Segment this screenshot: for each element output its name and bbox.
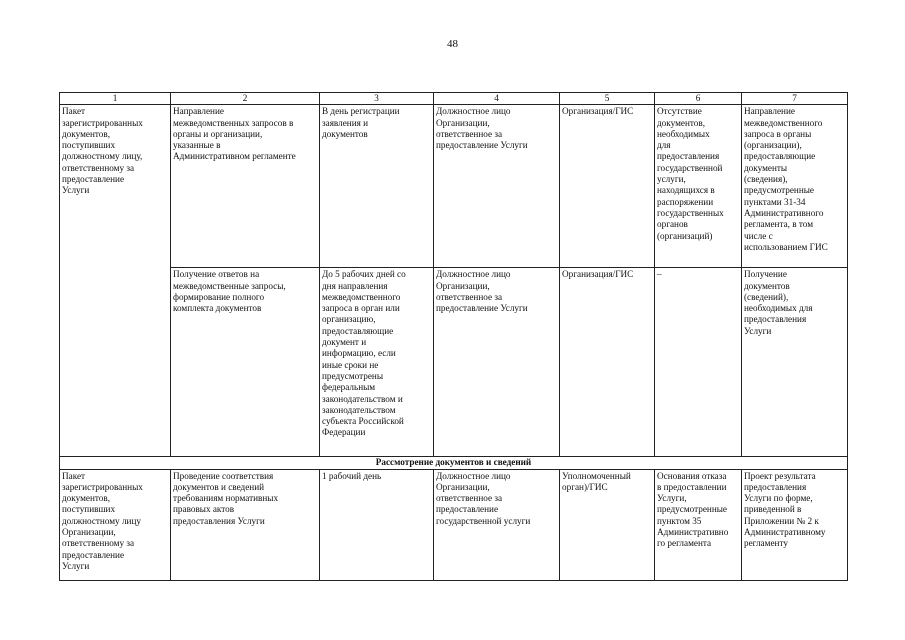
page-number: 48 bbox=[447, 38, 458, 50]
column-header: 2 bbox=[171, 93, 320, 105]
table-cell: Проведение соответствия документов и сведений требованиям нормативных правовых актов предоставления Услуги bbox=[171, 469, 320, 580]
table-cell: Должностное лицо Организации, ответственное за предоставление Услуги bbox=[434, 268, 560, 457]
section-title: Рассмотрение документов и сведений bbox=[60, 457, 848, 469]
column-header: 7 bbox=[742, 93, 848, 105]
table-cell: Пакет зарегистрированных документов, поступивших должностному лицу Организации, ответственному за предоставление Услуги bbox=[60, 469, 171, 580]
table-cell: – bbox=[655, 268, 742, 457]
table-cell: Получение документов (сведений), необходимых для предоставления Услуги bbox=[742, 268, 848, 457]
procedure-table bbox=[59, 92, 848, 581]
table-header-row bbox=[60, 93, 848, 105]
table-cell: Должностное лицо Организации, ответственное за предоставление Услуги bbox=[434, 105, 560, 268]
table-cell: Направление межведомственных запросов в органы и организации, указанные в Административном регламенте bbox=[171, 105, 320, 268]
table-cell: Проект результата предоставления Услуги по форме, приведенной в Приложении № 2 к Административному регламенту bbox=[742, 469, 848, 580]
section-row bbox=[60, 457, 848, 469]
table-cell: Основания отказа в предоставлении Услуги, предусмотренные пунктом 35 Административно го регламента bbox=[655, 469, 742, 580]
table-cell: Пакет зарегистрированных документов, поступивших должностному лицу, ответственному за предоставление Услуги bbox=[60, 105, 171, 457]
column-header: 6 bbox=[655, 93, 742, 105]
table-row bbox=[60, 469, 848, 580]
table-row bbox=[60, 105, 848, 268]
table-cell: 1 рабочий день bbox=[320, 469, 434, 580]
column-header: 5 bbox=[560, 93, 655, 105]
column-header: 3 bbox=[320, 93, 434, 105]
column-header: 1 bbox=[60, 93, 171, 105]
table-cell: До 5 рабочих дней со дня направления межведомственного запроса в орган или организацию, предоставляющие документ и информацию, если иные сроки не предусмотрены федеральным законодательством и законодательством субъекта Российской Федерации bbox=[320, 268, 434, 457]
column-header: 4 bbox=[434, 93, 560, 105]
table-cell: Организация/ГИС bbox=[560, 105, 655, 268]
table-cell: Отсутствие документов, необходимых для предоставления государственной услуги, находящихся в распоряжении государственных органов (организаций) bbox=[655, 105, 742, 268]
table-cell: Направление межведомственного запроса в органы (организации), предоставляющие документы (сведения), предусмотренные пунктами 31-34 Административного регламента, в том числе с использованием ГИС bbox=[742, 105, 848, 268]
table-cell: Организация/ГИС bbox=[560, 268, 655, 457]
table-row bbox=[60, 268, 848, 457]
table-cell: Уполномоченный орган)/ГИС bbox=[560, 469, 655, 580]
table-cell: Получение ответов на межведомственные запросы, формирование полного комплекта документов bbox=[171, 268, 320, 457]
table-cell: В день регистрации заявления и документов bbox=[320, 105, 434, 268]
table-cell: Должностное лицо Организации, ответственное за предоставление государственной услуги bbox=[434, 469, 560, 580]
